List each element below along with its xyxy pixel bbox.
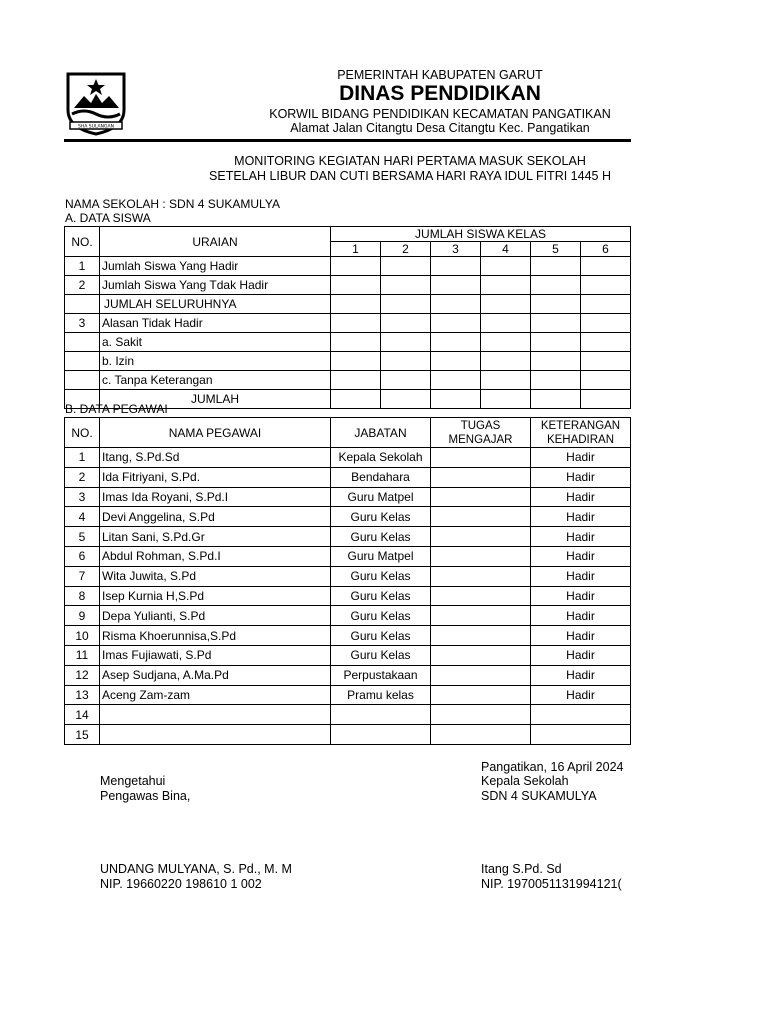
staff-name: Devi Anggelina, S.Pd — [100, 507, 331, 527]
staff-name: Litan Sani, S.Pd.Gr — [100, 527, 331, 547]
staff-name: Itang, S.Pd.Sd — [100, 448, 331, 468]
row-uraian: a. Sakit — [100, 333, 331, 352]
table-row — [65, 314, 631, 333]
staff-name: Risma Khoerunnisa,S.Pd — [100, 626, 331, 646]
table-row — [65, 566, 631, 586]
sign-left-line2: Pengawas Bina, — [100, 789, 191, 803]
class-count-cell — [431, 295, 481, 314]
staff-no: 6 — [65, 546, 100, 566]
row-no — [65, 371, 100, 390]
staff-attendance — [531, 705, 631, 725]
staff-no: 13 — [65, 685, 100, 705]
table-row — [65, 645, 631, 665]
class-count-cell — [381, 314, 431, 333]
class-count-cell — [531, 333, 581, 352]
student-data-table — [64, 226, 631, 409]
staff-teaching — [431, 507, 531, 527]
table-row — [65, 295, 631, 314]
staff-attendance: Hadir — [531, 487, 631, 507]
section-b-title: B. DATA PEGAWAI — [65, 402, 168, 416]
staff-no: 3 — [65, 487, 100, 507]
col-header-no: NO. — [65, 418, 100, 448]
staff-no: 5 — [65, 527, 100, 547]
header-address: Alamat Jalan Citangtu Desa Citangtu Kec. Pangatikan — [290, 121, 590, 135]
class-count-cell — [431, 314, 481, 333]
class-count-cell — [581, 257, 631, 276]
staff-teaching — [431, 546, 531, 566]
staff-no: 9 — [65, 606, 100, 626]
staff-attendance: Hadir — [531, 566, 631, 586]
staff-attendance: Hadir — [531, 448, 631, 468]
class-count-cell — [481, 390, 531, 409]
staff-position: Perpustakaan — [331, 665, 431, 685]
supervisor-nip: NIP. 19660220 198610 1 002 — [100, 877, 262, 891]
class-count-cell — [331, 257, 381, 276]
row-no: 3 — [65, 314, 100, 333]
class-count-cell — [381, 371, 431, 390]
staff-position: Guru Kelas — [331, 586, 431, 606]
class-count-cell — [581, 314, 631, 333]
staff-name: Imas Ida Royani, S.Pd.I — [100, 487, 331, 507]
staff-attendance: Hadir — [531, 685, 631, 705]
row-uraian: b. Izin — [100, 352, 331, 371]
staff-attendance: Hadir — [531, 546, 631, 566]
row-uraian: JUMLAH SELURUHNYA — [100, 295, 331, 314]
table-row — [65, 352, 631, 371]
section-a-title: A. DATA SISWA — [65, 211, 151, 225]
class-header-1: 1 — [331, 242, 381, 257]
col-header-uraian: URAIAN — [100, 227, 331, 257]
class-count-cell — [481, 257, 531, 276]
staff-position: Guru Kelas — [331, 566, 431, 586]
table-row — [65, 333, 631, 352]
table-row — [65, 705, 631, 725]
staff-position: Guru Matpel — [331, 487, 431, 507]
class-header-3: 3 — [431, 242, 481, 257]
principal-name: Itang S.Pd. Sd — [481, 862, 562, 876]
class-count-cell — [531, 276, 581, 295]
staff-position: Pramu kelas — [331, 685, 431, 705]
col-header-jumlah-siswa: JUMLAH SISWA KELAS — [331, 227, 631, 242]
sign-right-line1: Kepala Sekolah — [481, 774, 569, 788]
class-count-cell — [481, 371, 531, 390]
staff-name: Aceng Zam-zam — [100, 685, 331, 705]
class-count-cell — [431, 371, 481, 390]
class-count-cell — [381, 257, 431, 276]
table-row — [65, 487, 631, 507]
staff-teaching — [431, 705, 531, 725]
class-count-cell — [531, 295, 581, 314]
class-count-cell — [331, 276, 381, 295]
staff-teaching — [431, 448, 531, 468]
staff-teaching — [431, 527, 531, 547]
class-count-cell — [431, 333, 481, 352]
class-count-cell — [481, 314, 531, 333]
staff-attendance: Hadir — [531, 507, 631, 527]
header-agency: DINAS PENDIDIKAN — [339, 82, 541, 105]
staff-name — [100, 705, 331, 725]
class-count-cell — [381, 295, 431, 314]
col-header-nama-pegawai: NAMA PEGAWAI — [100, 418, 331, 448]
col-header-keterangan-kehadiran — [531, 418, 631, 448]
place-date: Pangatikan, 16 April 2024 — [481, 760, 624, 774]
col-header-tugas-line2: MENGAJAR — [448, 433, 513, 446]
staff-name: Depa Yulianti, S.Pd — [100, 606, 331, 626]
staff-position — [331, 725, 431, 745]
table-row — [65, 665, 631, 685]
staff-name: Ida Fitriyani, S.Pd. — [100, 467, 331, 487]
col-header-tugas-mengajar — [431, 418, 531, 448]
garut-regency-logo — [64, 70, 128, 136]
class-count-cell — [581, 295, 631, 314]
class-count-cell — [481, 333, 531, 352]
staff-no: 12 — [65, 665, 100, 685]
table-row — [65, 467, 631, 487]
class-count-cell — [481, 352, 531, 371]
staff-position: Guru Kelas — [331, 626, 431, 646]
table-row — [65, 371, 631, 390]
table-row — [65, 586, 631, 606]
class-count-cell — [581, 371, 631, 390]
staff-teaching — [431, 606, 531, 626]
class-count-cell — [381, 352, 431, 371]
class-header-4: 4 — [481, 242, 531, 257]
document-title-line1: MONITORING KEGIATAN HARI PERTAMA MASUK SEKOLAH — [234, 154, 586, 168]
staff-position: Guru Kelas — [331, 527, 431, 547]
table-row — [65, 527, 631, 547]
staff-no: 10 — [65, 626, 100, 646]
class-count-cell — [531, 257, 581, 276]
staff-no: 14 — [65, 705, 100, 725]
staff-teaching — [431, 487, 531, 507]
staff-no: 1 — [65, 448, 100, 468]
class-count-cell — [331, 314, 381, 333]
staff-attendance: Hadir — [531, 467, 631, 487]
staff-teaching — [431, 665, 531, 685]
class-count-cell — [581, 390, 631, 409]
staff-teaching — [431, 467, 531, 487]
table-row — [65, 546, 631, 566]
document-title-line2: SETELAH LIBUR DAN CUTI BERSAMA HARI RAYA IDUL FITRI 1445 H — [209, 169, 611, 183]
row-no: 2 — [65, 276, 100, 295]
col-header-no: NO. — [65, 227, 100, 257]
class-count-cell — [331, 371, 381, 390]
class-count-cell — [431, 257, 481, 276]
sign-left-line1: Mengetahui — [100, 774, 166, 788]
staff-no: 8 — [65, 586, 100, 606]
staff-attendance: Hadir — [531, 586, 631, 606]
staff-attendance: Hadir — [531, 665, 631, 685]
staff-data-table — [64, 417, 631, 745]
class-count-cell — [531, 390, 581, 409]
staff-attendance: Hadir — [531, 626, 631, 646]
staff-attendance: Hadir — [531, 606, 631, 626]
staff-attendance — [531, 725, 631, 745]
class-count-cell — [481, 276, 531, 295]
row-uraian: JUMLAH — [100, 390, 331, 409]
staff-teaching — [431, 725, 531, 745]
school-name: NAMA SEKOLAH : SDN 4 SUKAMULYA — [65, 197, 280, 211]
class-count-cell — [381, 333, 431, 352]
row-no — [65, 352, 100, 371]
class-count-cell — [431, 390, 481, 409]
row-no — [65, 333, 100, 352]
col-header-ket-line1: KETERANGAN — [540, 419, 621, 432]
table-row — [65, 257, 631, 276]
staff-name: Abdul Rohman, S.Pd.I — [100, 546, 331, 566]
staff-teaching — [431, 566, 531, 586]
table-row — [65, 725, 631, 745]
principal-nip: NIP. 1970051131994121( — [481, 877, 622, 891]
table-row — [65, 448, 631, 468]
table-row — [65, 626, 631, 646]
col-header-tugas-line1: TUGAS — [460, 419, 501, 432]
sign-right-line2: SDN 4 SUKAMULYA — [481, 789, 597, 803]
staff-position — [331, 705, 431, 725]
staff-no: 2 — [65, 467, 100, 487]
logo-banner-text: SHA SULANGAN — [78, 124, 114, 130]
col-header-jabatan: JABATAN — [331, 418, 431, 448]
class-count-cell — [331, 390, 381, 409]
staff-attendance: Hadir — [531, 527, 631, 547]
staff-position: Bendahara — [331, 467, 431, 487]
class-count-cell — [531, 371, 581, 390]
staff-teaching — [431, 645, 531, 665]
staff-position: Guru Kelas — [331, 507, 431, 527]
class-count-cell — [331, 333, 381, 352]
class-count-cell — [381, 390, 431, 409]
class-count-cell — [531, 352, 581, 371]
supervisor-name: UNDANG MULYANA, S. Pd., M. M — [100, 862, 292, 876]
class-count-cell — [431, 352, 481, 371]
header-government: PEMERINTAH KABUPATEN GARUT — [337, 68, 543, 82]
class-count-cell — [381, 276, 431, 295]
staff-no: 7 — [65, 566, 100, 586]
row-uraian: Alasan Tidak Hadir — [100, 314, 331, 333]
class-count-cell — [581, 333, 631, 352]
staff-position: Guru Kelas — [331, 606, 431, 626]
class-count-cell — [331, 295, 381, 314]
class-count-cell — [581, 352, 631, 371]
row-no — [65, 295, 100, 314]
header-korwil: KORWIL BIDANG PENDIDIKAN KECAMATAN PANGATIKAN — [269, 107, 611, 121]
staff-name: Isep Kurnia H,S.Pd — [100, 586, 331, 606]
staff-no: 15 — [65, 725, 100, 745]
staff-teaching — [431, 685, 531, 705]
staff-teaching — [431, 626, 531, 646]
staff-position: Guru Matpel — [331, 546, 431, 566]
class-count-cell — [531, 314, 581, 333]
row-uraian: c. Tanpa Keterangan — [100, 371, 331, 390]
staff-position: Guru Kelas — [331, 645, 431, 665]
staff-name — [100, 725, 331, 745]
staff-no: 11 — [65, 645, 100, 665]
class-count-cell — [481, 295, 531, 314]
staff-teaching — [431, 586, 531, 606]
table-row — [65, 606, 631, 626]
col-header-ket-line2: KEHADIRAN — [546, 433, 615, 446]
class-header-6: 6 — [581, 242, 631, 257]
class-header-2: 2 — [381, 242, 431, 257]
row-no: 1 — [65, 257, 100, 276]
staff-name: Wita Juwita, S.Pd — [100, 566, 331, 586]
row-uraian: Jumlah Siswa Yang Tdak Hadir — [100, 276, 331, 295]
class-header-5: 5 — [531, 242, 581, 257]
staff-position: Kepala Sekolah — [331, 448, 431, 468]
class-count-cell — [581, 276, 631, 295]
table-row — [65, 685, 631, 705]
table-row — [65, 276, 631, 295]
class-count-cell — [431, 276, 481, 295]
table-row — [65, 507, 631, 527]
letterhead-divider — [64, 139, 631, 142]
class-count-cell — [331, 352, 381, 371]
staff-no: 4 — [65, 507, 100, 527]
staff-attendance: Hadir — [531, 645, 631, 665]
staff-name: Asep Sudjana, A.Ma.Pd — [100, 665, 331, 685]
row-uraian: Jumlah Siswa Yang Hadir — [100, 257, 331, 276]
staff-name: Imas Fujiawati, S.Pd — [100, 645, 331, 665]
